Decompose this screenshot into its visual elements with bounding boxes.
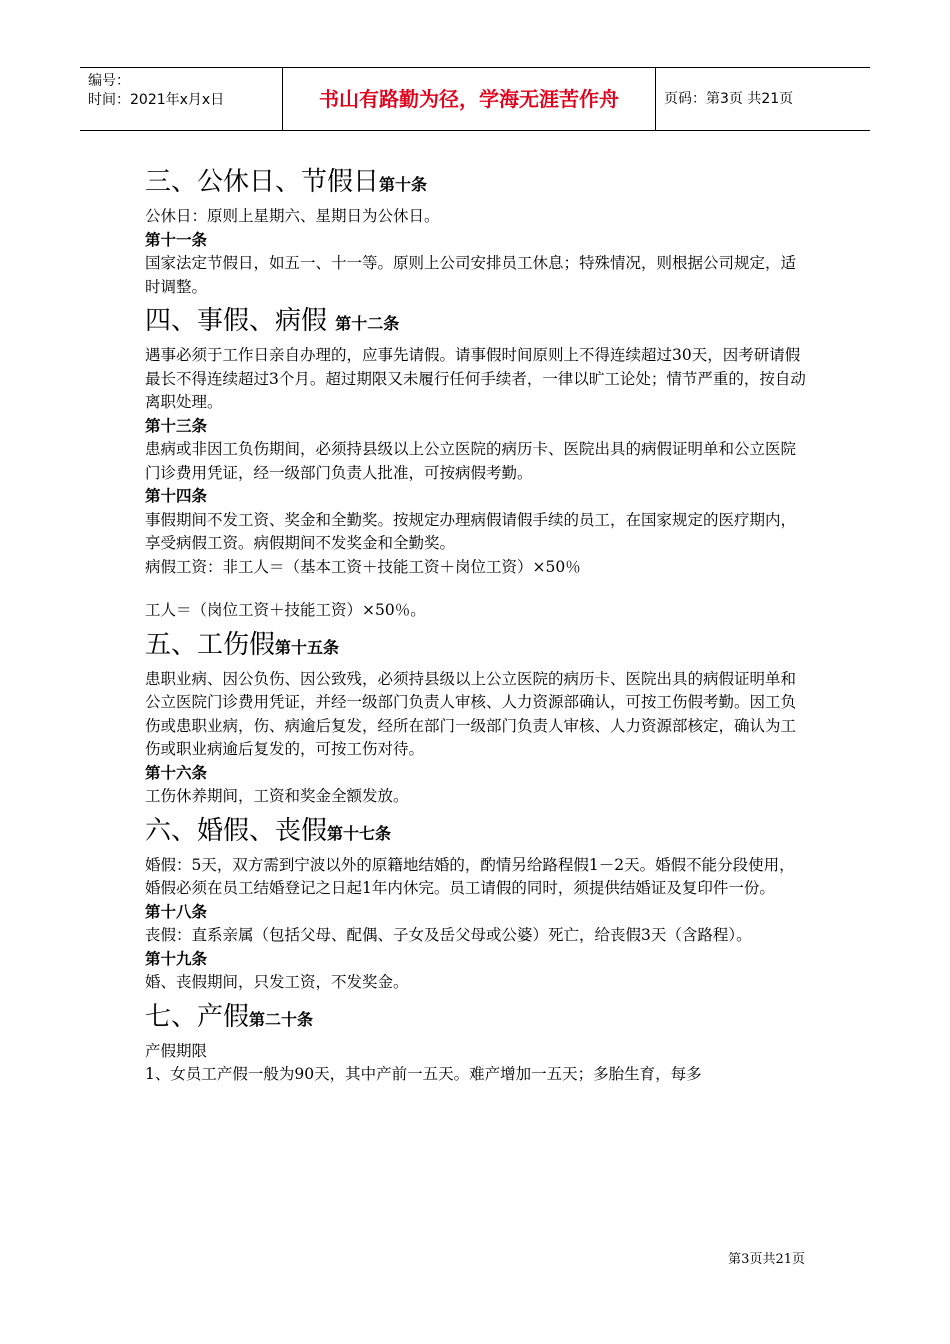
section-heading: 三、公休日、节假日第十条	[145, 167, 428, 197]
paragraph: 事假期间不发工资、奖金和全勤奖。按规定办理病假请假手续的员工，在国家规定的医疗期内，享受病假工资。病假期间不发奖金和全勤奖。	[145, 510, 797, 552]
paragraph: 遇事必须于工作日亲自办理的，应事先请假。请事假时间原则上不得连续超过30天，因考研请假最长不得连续超过3个月。超过期限又未履行任何手续者，一律以旷工论处；情节严重的，按自动离职处理。	[145, 346, 806, 411]
article-label: 第十一条	[145, 230, 208, 249]
paragraph: 国家法定节假日，如五一、十一等。原则上公司安排员工休息；特殊情况，则根据公司规定，适时调整。	[145, 254, 797, 296]
paragraph: 工人＝（岗位工资＋技能工资）×50％。	[145, 601, 426, 619]
section-heading: 五、工伤假第十五条	[145, 629, 340, 660]
header-motto: 书山有路勤为径，学海无涯苦作舟	[319, 87, 619, 111]
paragraph: 患职业病、因公负伤、因公致残，必须持县级以上公立医院的病历卡、医院出具的病假证明单和公立医院门诊费用凭证，并经一级部门负责人审核、人力资源部确认，可按工伤假考勤。因工负伤或患职业病，伤、病逾后复发，经所在部门一级部门负责人审核、人力资源部核定，确认为工伤或职业病逾后复发的，可按工伤对待。	[145, 669, 797, 758]
header-divider	[655, 68, 656, 130]
spacer	[145, 579, 810, 599]
document-body	[145, 160, 810, 1087]
document-date: 时间：2021年x月x日	[88, 92, 225, 108]
article-label: 第十四条	[145, 487, 208, 505]
article-label: 第十八条	[145, 902, 208, 921]
paragraph: 患病或非因工负伤期间，必须持县级以上公立医院的病历卡、医院出具的病假证明单和公立医院门诊费用凭证，经一级部门负责人批准，可按病假考勤。	[145, 440, 797, 482]
paragraph: 婚、丧假期间，只发工资，不发奖金。	[145, 973, 409, 991]
paragraph: 丧假：直系亲属（包括父母、配偶、子女及岳父母或公婆）死亡，给丧假3天（含路程）。	[145, 926, 752, 944]
header-meta	[88, 72, 278, 110]
paragraph: 婚假：5天，双方需到宁波以外的原籍地结婚的，酌情另给路程假1－2天。婚假不能分段使用，婚假必须在员工结婚登记之日起1年内休完。员工请假的同时，须提供结婚证及复印件一份。	[145, 855, 795, 897]
paragraph: 公休日：原则上星期六、星期日为公休日。	[145, 207, 440, 225]
paragraph: 产假期限	[145, 1041, 208, 1060]
article-label: 第十三条	[145, 416, 208, 435]
article-label: 第十九条	[145, 949, 208, 968]
section-heading: 六、婚假、丧假第十七条	[145, 815, 392, 846]
header-page-number: 页码：第3页 共21页	[664, 91, 794, 107]
paragraph: 工伤休养期间，工资和奖金全额发放。	[145, 787, 409, 805]
paragraph: 病假工资：非工人＝（基本工资＋技能工资＋岗位工资）×50％	[145, 557, 581, 576]
header-divider	[282, 68, 283, 130]
page-footer: 第3页共21页	[728, 1252, 805, 1267]
page-header	[80, 67, 870, 131]
section-heading: 七、产假第二十条	[145, 1001, 314, 1032]
section-heading: 四、事假、病假 第十二条	[145, 306, 400, 336]
document-number-label: 编号：	[88, 73, 130, 89]
paragraph: 1、女员工产假一般为90天，其中产前一五天。难产增加一五天；多胎生育，每多	[145, 1065, 702, 1083]
article-label: 第十六条	[145, 763, 208, 782]
